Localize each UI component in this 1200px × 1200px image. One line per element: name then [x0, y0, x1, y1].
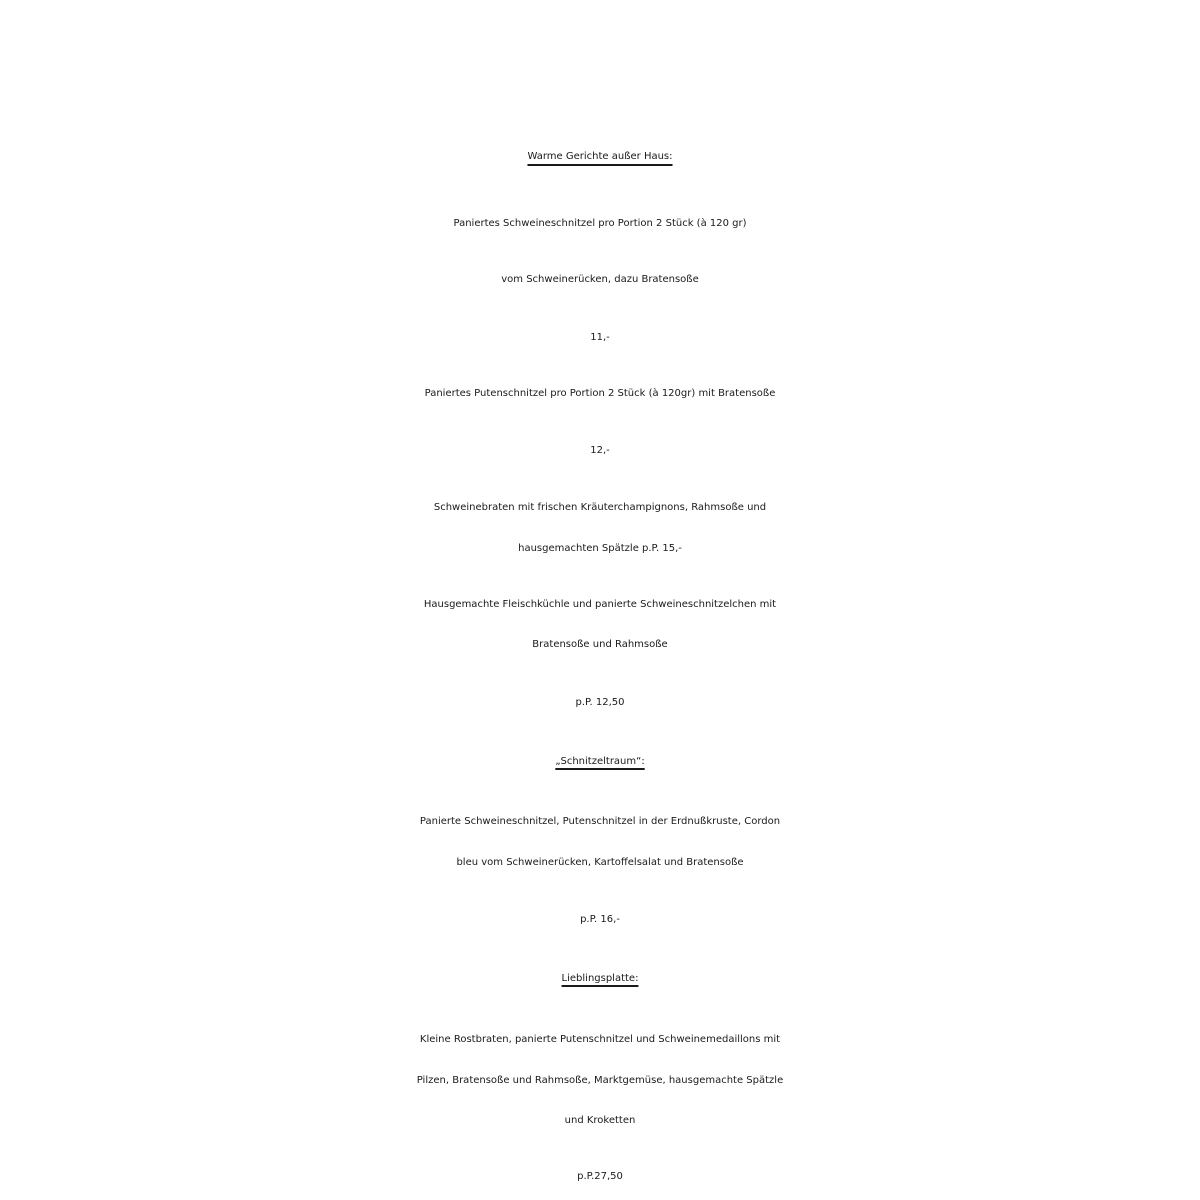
section-lieblingsplatte-line-2: Pilzen, Bratensoße und Rahmsoße, Marktgemüse, hausgemachte Spätzle	[416, 1075, 784, 1086]
section-schnitzeltraum-line-2: bleu vom Schweinerücken, Kartoffelsalat und Bratensoße	[456, 857, 744, 868]
section-lieblingsplatte-line-3: und Kroketten	[564, 1115, 636, 1126]
section-lieblingsplatte-heading: Lieblingsplatte:	[561, 973, 639, 984]
item-4-price: p.P. 12,50	[575, 697, 625, 708]
menu-title: Warme Gerichte außer Haus:	[527, 151, 673, 162]
section-lieblingsplatte-line-1: Kleine Rostbraten, panierte Putenschnitzel und Schweinemedaillons mit	[419, 1034, 781, 1045]
item-3-line-2: hausgemachten Spätzle p.P. 15,-	[518, 543, 682, 554]
item-1-price: 11,-	[590, 332, 610, 343]
item-2-price: 12,-	[590, 445, 610, 456]
item-1-line-2: vom Schweinerücken, dazu Bratensoße	[501, 274, 699, 285]
item-1-line-1: Paniertes Schweineschnitzel pro Portion 2 Stück (à 120 gr)	[453, 218, 747, 229]
item-4-line-1: Hausgemachte Fleischküchle und panierte Schweineschnitzelchen mit	[423, 599, 777, 610]
item-3-line-1: Schweinebraten mit frischen Kräuterchampignons, Rahmsoße und	[433, 502, 767, 513]
section-lieblingsplatte-price: p.P.27,50	[577, 1171, 623, 1182]
section-schnitzeltraum-line-1: Panierte Schweineschnitzel, Putenschnitzel in der Erdnußkruste, Cordon	[419, 816, 781, 827]
section-schnitzeltraum-heading: „Schnitzeltraum“:	[555, 756, 645, 767]
item-4-line-2: Bratensoße und Rahmsoße	[532, 639, 668, 650]
item-2-line-1: Paniertes Putenschnitzel pro Portion 2 Stück (à 120gr) mit Bratensoße	[424, 388, 776, 399]
section-schnitzeltraum-price: p.P. 16,-	[580, 914, 620, 925]
